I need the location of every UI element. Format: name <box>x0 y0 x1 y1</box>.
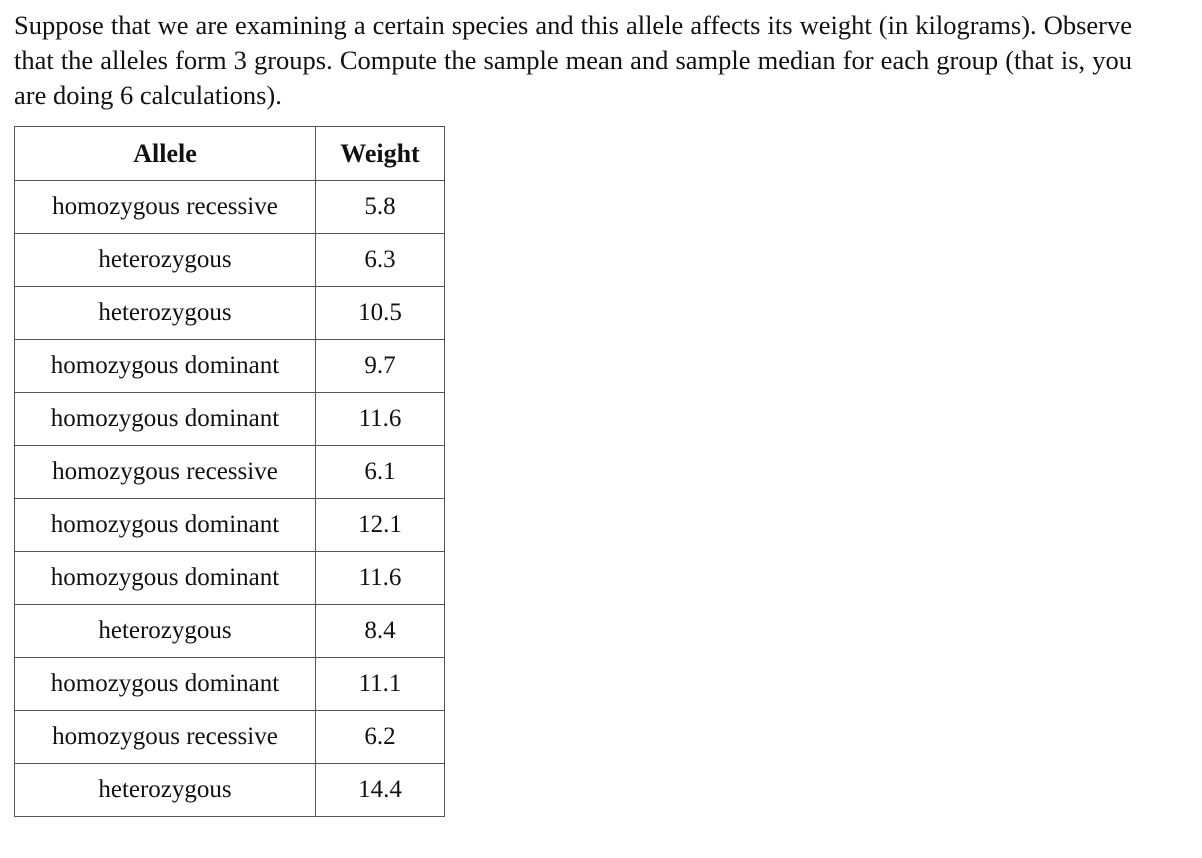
weight-cell: 12.1 <box>316 499 445 552</box>
allele-cell: homozygous dominant <box>15 552 316 605</box>
allele-cell: homozygous dominant <box>15 658 316 711</box>
allele-weight-table <box>14 126 445 817</box>
header-weight: Weight <box>316 127 445 181</box>
weight-cell: 11.6 <box>316 552 445 605</box>
table-row <box>15 340 445 393</box>
table-row <box>15 764 445 817</box>
allele-cell: heterozygous <box>15 764 316 817</box>
problem-statement: Suppose that we are examining a certain species and this allele affects its weight (in kilograms). Observe that the alleles form 3 groups. Compute the sample mean and sample median for each group (that is, you are doing 6 calculations). <box>14 10 1132 110</box>
weight-cell: 9.7 <box>316 340 445 393</box>
allele-cell: homozygous recessive <box>15 446 316 499</box>
table-row <box>15 393 445 446</box>
weight-cell: 10.5 <box>316 287 445 340</box>
allele-cell: homozygous dominant <box>15 340 316 393</box>
allele-cell: homozygous dominant <box>15 499 316 552</box>
table-row <box>15 287 445 340</box>
header-allele: Allele <box>15 127 316 181</box>
weight-cell: 6.1 <box>316 446 445 499</box>
table-row <box>15 499 445 552</box>
weight-cell: 6.3 <box>316 234 445 287</box>
table-row <box>15 552 445 605</box>
allele-cell: heterozygous <box>15 605 316 658</box>
table-row <box>15 181 445 234</box>
table-row <box>15 446 445 499</box>
table-header-row <box>15 127 445 181</box>
weight-cell: 6.2 <box>316 711 445 764</box>
table-row <box>15 605 445 658</box>
table-row <box>15 711 445 764</box>
table-row <box>15 658 445 711</box>
table-row <box>15 234 445 287</box>
allele-cell: homozygous recessive <box>15 181 316 234</box>
weight-cell: 11.1 <box>316 658 445 711</box>
weight-cell: 14.4 <box>316 764 445 817</box>
allele-cell: homozygous dominant <box>15 393 316 446</box>
weight-cell: 5.8 <box>316 181 445 234</box>
allele-cell: homozygous recessive <box>15 711 316 764</box>
weight-cell: 11.6 <box>316 393 445 446</box>
weight-cell: 8.4 <box>316 605 445 658</box>
allele-cell: heterozygous <box>15 234 316 287</box>
allele-cell: heterozygous <box>15 287 316 340</box>
